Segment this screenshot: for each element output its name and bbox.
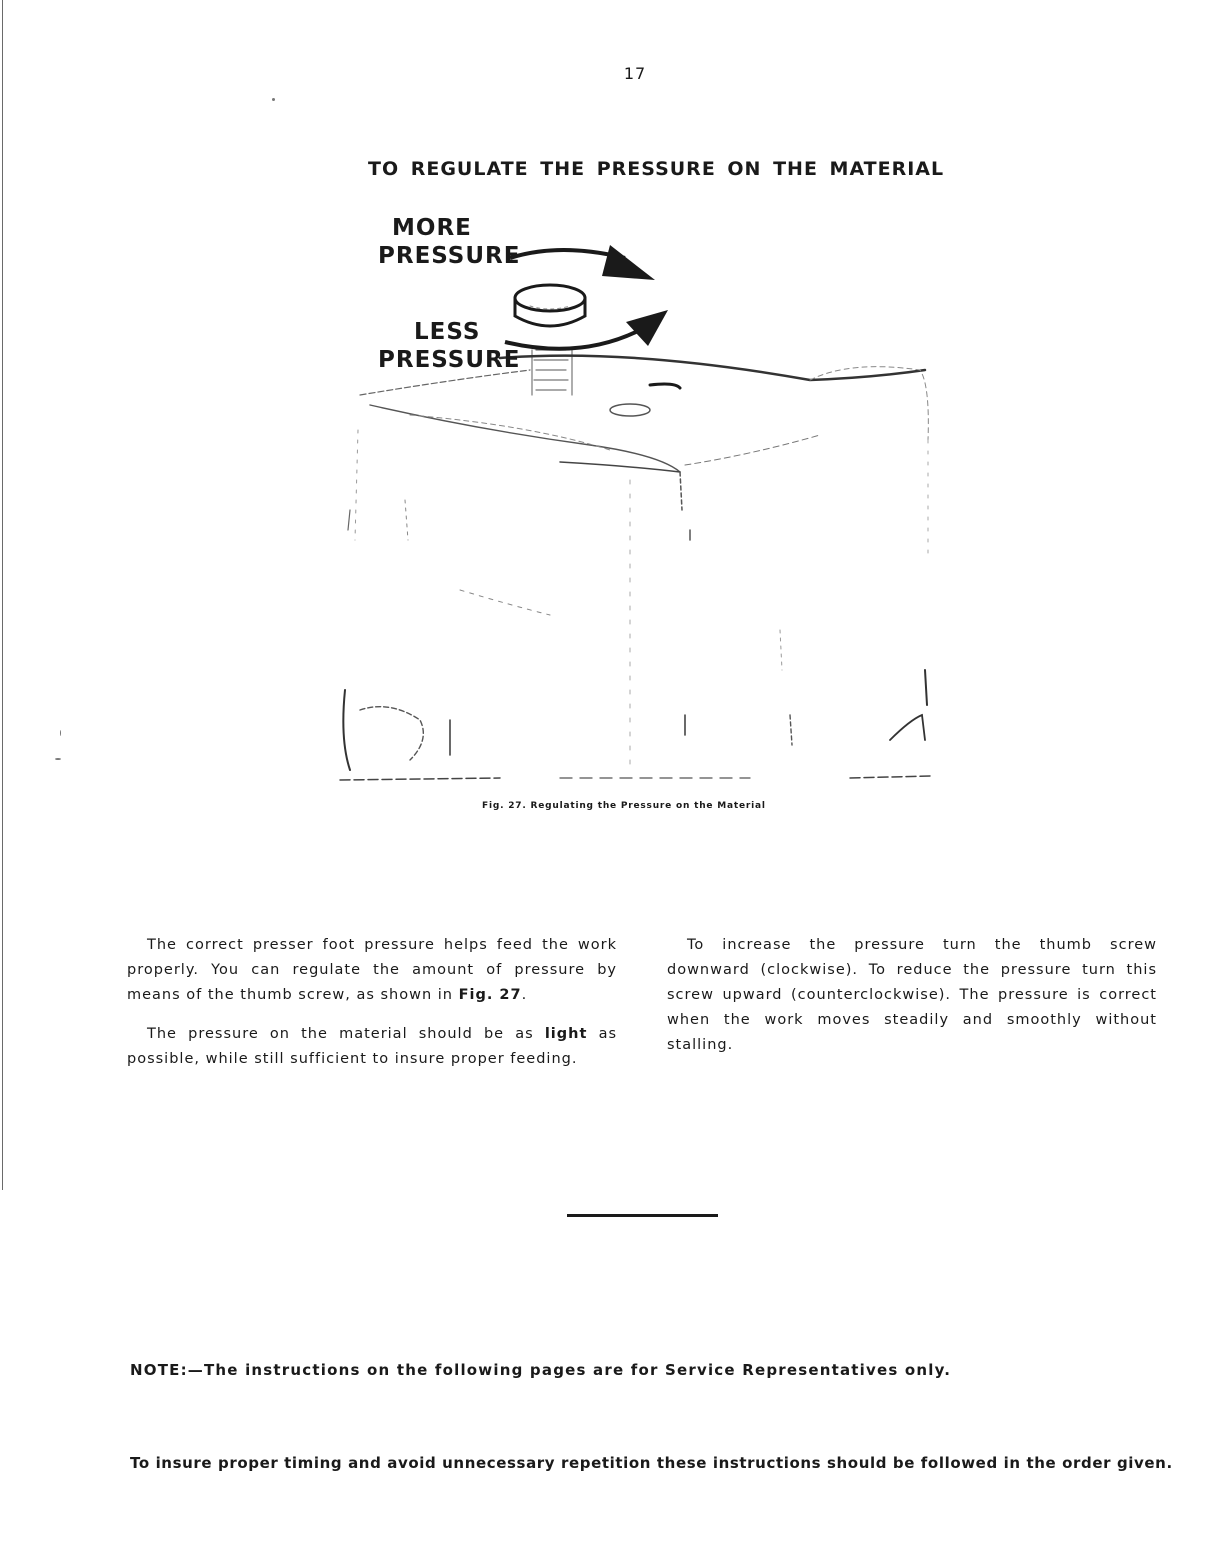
scan-speck [272, 98, 275, 101]
left-p2-start: The pressure on the material should be as [147, 1026, 534, 1042]
figure-reference: Fig. 27 [458, 987, 522, 1003]
more-pressure-label [378, 214, 520, 270]
order-instruction: To insure proper timing and avoid unnecessary repetition these instructions should be followed in the order given. [130, 1454, 1173, 1472]
service-note: NOTE:—The instructions on the following pages are for Service Representatives only. [130, 1361, 952, 1379]
right-column [667, 933, 1157, 1072]
left-paragraph-2 [127, 1022, 617, 1072]
more-pressure-label-line1: MORE [392, 215, 472, 241]
scan-speck [55, 758, 61, 760]
counterclockwise-arrow-icon [626, 310, 668, 346]
section-divider [567, 1214, 718, 1217]
clockwise-arrow-icon [602, 245, 655, 280]
left-column [127, 933, 617, 1086]
more-pressure-label-line2: PRESSURE [378, 243, 521, 269]
more-pressure-arrow [510, 245, 655, 280]
less-pressure-label [378, 318, 520, 374]
presser-foot-figure [330, 210, 940, 790]
scan-speck [60, 730, 61, 736]
left-p1-text: The correct presser foot pressure helps feed the work properly. You can regulate the amount of pressure by means of the thumb screw, as shown in [127, 937, 617, 1003]
page-edge-line [2, 0, 3, 1190]
less-pressure-label-line1: LESS [414, 319, 481, 345]
left-paragraph-1 [127, 933, 617, 1008]
right-paragraph-1: To increase the pressure turn the thumb screw downward (clockwise). To reduce the pressure turn this screw upward (counterclockwise). The pressure is correct when the work moves steadily and smoothly without stalling. [667, 937, 1157, 1053]
emphasis-light: light [544, 1026, 588, 1042]
thumb-screw-icon [515, 285, 585, 311]
less-pressure-label-line2: PRESSURE [378, 347, 521, 373]
left-p2-end: as possible, while still sufficient to insure proper feeding. [127, 1026, 618, 1067]
page-number: 17 [623, 64, 647, 83]
left-p1-end: . [521, 987, 528, 1003]
figure-caption: Fig. 27. Regulating the Pressure on the Material [482, 801, 766, 811]
sewing-machine-head-illustration [330, 210, 940, 790]
page-title: TO REGULATE THE PRESSURE ON THE MATERIAL [368, 158, 945, 180]
